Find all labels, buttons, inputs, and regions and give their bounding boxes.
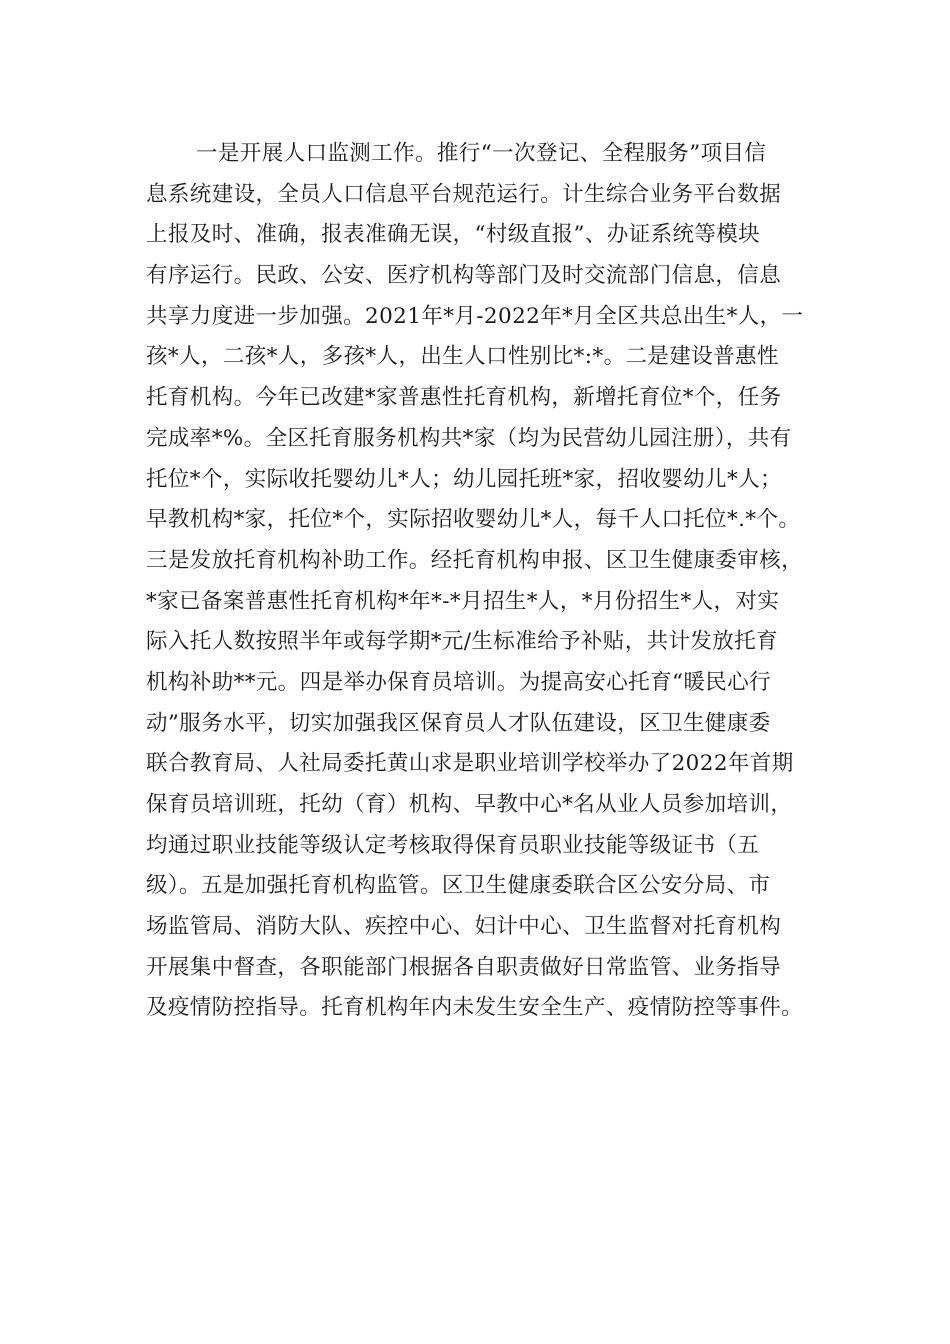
text-line-1: 一是开展人口监测工作。推行“一次登记、全程服务”项目信	[196, 141, 767, 166]
text-line-16: 联合教育局、人社局委托黄山求是职业培训学校举办了2022年首期	[146, 751, 794, 777]
body-paragraph	[146, 134, 816, 1029]
text-line-12: *家已备案普惠性托育机构*年*-*月招生*人，*月份招生*人，对实	[146, 588, 780, 614]
text-line-2: 息系统建设，全员人口信息平台规范运行。计生综合业务平台数据	[146, 181, 782, 207]
text-line-22: 及疫情防控指导。托育机构年内未发生安全生产、疫情防控等事件。	[146, 995, 804, 1021]
text-line-5: 共享力度进一步加强。2021年*月-2022年*月全区共总出生*人，一	[146, 303, 804, 329]
text-line-17: 保育员培训班，托幼（育）机构、早教中心*名从业人员参加培训，	[146, 792, 793, 817]
text-line-11: 三是发放托育机构补助工作。经托育机构申报、区卫生健康委审核，	[146, 547, 804, 573]
text-line-14: 机构补助**元。四是举办保育员培训。为提高安心托育“暖民心行	[146, 669, 771, 695]
text-line-8: 完成率*%。全区托育服务机构共*家（均为民营幼儿园注册），共有	[146, 425, 792, 451]
text-line-3: 上报及时、准确，报表准确无误，“村级直报”、办证系统等模块	[146, 222, 761, 248]
text-line-7: 托育机构。今年已改建*家普惠性托育机构，新增托育位*个，任务	[146, 385, 782, 411]
text-line-6: 孩*人，二孩*人，多孩*人，出生人口性别比*:*。二是建设普惠性	[146, 344, 779, 370]
text-line-4: 有序运行。民政、公安、医疗机构等部门及时交流部门信息，信息	[146, 263, 782, 289]
text-line-10: 早教机构*家，托位*个，实际招收婴幼儿*人，每千人口托位*.*个。	[146, 507, 801, 533]
text-line-15: 动”服务水平，切实加强我区保育员人才队伍建设，区卫生健康委	[146, 710, 771, 736]
text-line-18: 均通过职业技能等级认定考核取得保育员职业技能等级证书（五	[146, 832, 760, 858]
text-line-13: 际入托人数按照半年或每学期*元/生标准给予补贴，共计发放托育	[146, 629, 778, 655]
text-line-20: 场监管局、消防大队、疾控中心、妇计中心、卫生监督对托育机构	[146, 914, 782, 940]
text-line-21: 开展集中督查，各职能部门根据各自职责做好日常监管、业务指导	[146, 954, 782, 980]
text-line-19: 级）。五是加强托育机构监管。区卫生健康委联合区公安分局、市	[146, 873, 771, 899]
text-line-9: 托位*个，实际收托婴幼儿*人；幼儿园托班*家，招收婴幼儿*人；	[146, 466, 782, 492]
